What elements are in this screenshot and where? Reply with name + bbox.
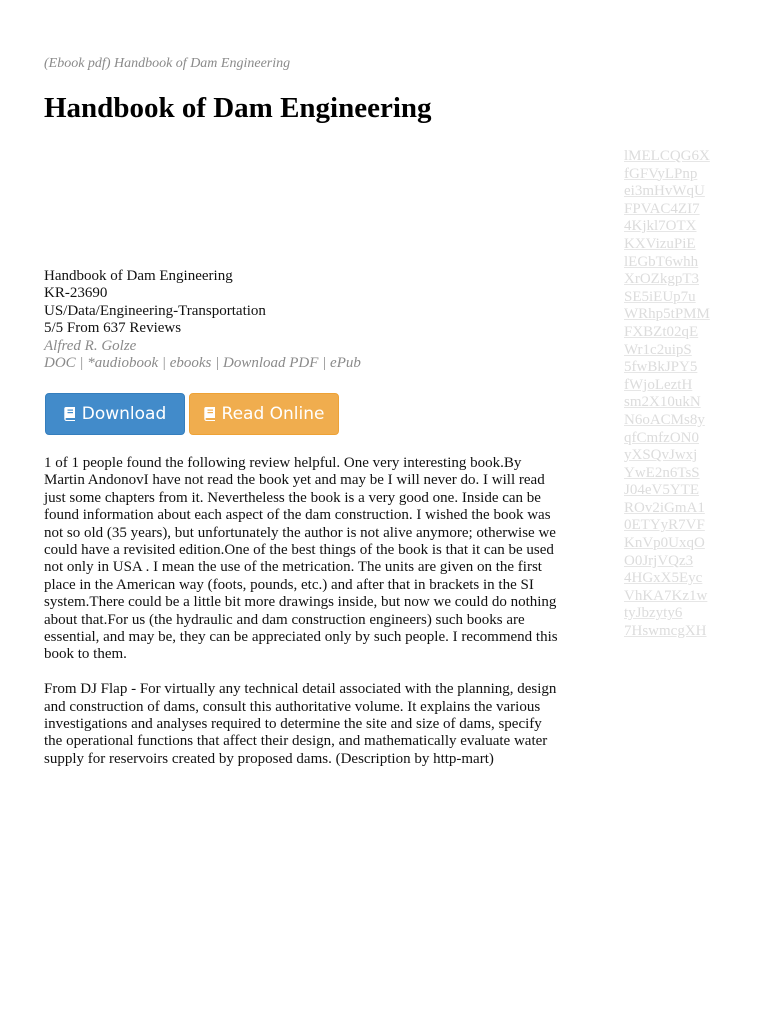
sidebar-link[interactable]: tyJbzyty6 bbox=[624, 605, 683, 622]
book-title: Handbook of Dam Engineering bbox=[44, 268, 233, 284]
sidebar-link[interactable]: 4HGxX5Eyc bbox=[624, 570, 703, 587]
download-button[interactable] bbox=[45, 393, 185, 435]
sidebar-link[interactable]: Wr1c2uipS bbox=[624, 341, 692, 358]
read-online-button[interactable] bbox=[189, 393, 339, 435]
sidebar-link[interactable]: KXVizuPiE bbox=[624, 235, 696, 252]
sidebar-link[interactable]: sm2X10ukN bbox=[624, 394, 701, 411]
review-paragraph: 1 of 1 people found the following review helpful. One very interesting book.By Martin AndonovI have not read the book yet and may be I will never do. I will read just some chapters from it. Nevertheless the book is a very good one. Inside can be found information about each aspect of the dam construction. I wished the book was not so old (35 years), but unfortunately the author is not alive anymore; otherwise we could have a revisited edition.One of the best things of the book is that it can be used not only in USA . I mean the use of the metrication. The units are given on the first place in the American way (foots, pounds, etc.) and after that in brackets in the SI system.There could be a little bit more drawings inside, but now we could do nothing about that.For us (the hydraulic and dam construction engineers) such books are essential, and may be, they can be appreciated only by such people. I recommend this book to them. bbox=[44, 455, 558, 663]
book-formats: DOC | *audiobook | ebooks | Download PDF | ePub bbox=[44, 355, 361, 372]
sidebar-link[interactable]: WRhp5tPMM bbox=[624, 306, 710, 323]
sidebar-link[interactable]: XrOZkgpT3 bbox=[624, 271, 699, 288]
sidebar-link[interactable]: FXBZt02qE bbox=[624, 323, 699, 340]
sidebar-link[interactable]: VhKA7Kz1w bbox=[624, 587, 708, 604]
body-text bbox=[44, 455, 559, 786]
book-icon bbox=[204, 407, 216, 421]
sidebar-link-list bbox=[624, 148, 724, 641]
page-title: Handbook of Dam Engineering bbox=[44, 92, 432, 124]
download-button-label: Download bbox=[81, 404, 167, 424]
sidebar-link[interactable]: ei3mHvWqU bbox=[624, 183, 705, 200]
sidebar-link[interactable]: O0JrjVQz3 bbox=[624, 552, 694, 569]
sidebar-link[interactable]: fWjoLeztH bbox=[624, 376, 693, 393]
sidebar-link[interactable]: qfCmfzON0 bbox=[624, 429, 699, 446]
book-code: KR-23690 bbox=[44, 285, 108, 302]
book-rating: 5/5 From 637 Reviews bbox=[44, 320, 182, 337]
sidebar-link[interactable]: lMELCQG6X bbox=[624, 148, 710, 164]
sidebar-link[interactable]: 0ETYyR7VF bbox=[624, 517, 705, 534]
book-meta bbox=[44, 268, 361, 372]
sidebar-link[interactable]: J04eV5YTE bbox=[624, 482, 699, 499]
book-category: US/Data/Engineering-Transportation bbox=[44, 302, 266, 319]
book-icon bbox=[64, 407, 76, 421]
sidebar-link[interactable]: N6oACMs8y bbox=[624, 411, 705, 428]
sidebar-link[interactable]: FPVAC4ZI7 bbox=[624, 200, 700, 217]
page-kicker: (Ebook pdf) Handbook of Dam Engineering bbox=[44, 56, 291, 71]
sidebar-link[interactable]: YwE2n6TsS bbox=[624, 464, 700, 481]
description-paragraph: From DJ Flap - For virtually any technical detail associated with the planning, design and construction of dams, consult this authoritative volume. It explains the various investigations and analyses required to determine the site and size of dams, specify the operational functions that affect their design, and mathematically evaluate water supply for reservoirs created by proposed dams. (Description by http-mart) bbox=[44, 681, 557, 767]
action-buttons bbox=[45, 393, 339, 435]
book-author: Alfred R. Golze bbox=[44, 337, 137, 354]
sidebar-link[interactable]: ROv2iGmA1 bbox=[624, 499, 705, 516]
sidebar-link[interactable]: 4Kjkl7OTX bbox=[624, 218, 697, 235]
sidebar-link[interactable]: lEGbT6whh bbox=[624, 253, 699, 270]
sidebar-link[interactable]: 5fwBkJPY5 bbox=[624, 359, 698, 376]
sidebar-link[interactable]: KnVp0UxqO bbox=[624, 535, 705, 552]
sidebar-link[interactable]: yXSQvJwxj bbox=[624, 447, 698, 464]
read-online-button-label: Read Online bbox=[221, 404, 325, 424]
sidebar-link[interactable]: 7HswmcgXH bbox=[624, 623, 707, 640]
sidebar-link[interactable]: SE5iEUp7u bbox=[624, 288, 696, 305]
sidebar-link[interactable]: fGFVyLPnp bbox=[624, 165, 698, 182]
